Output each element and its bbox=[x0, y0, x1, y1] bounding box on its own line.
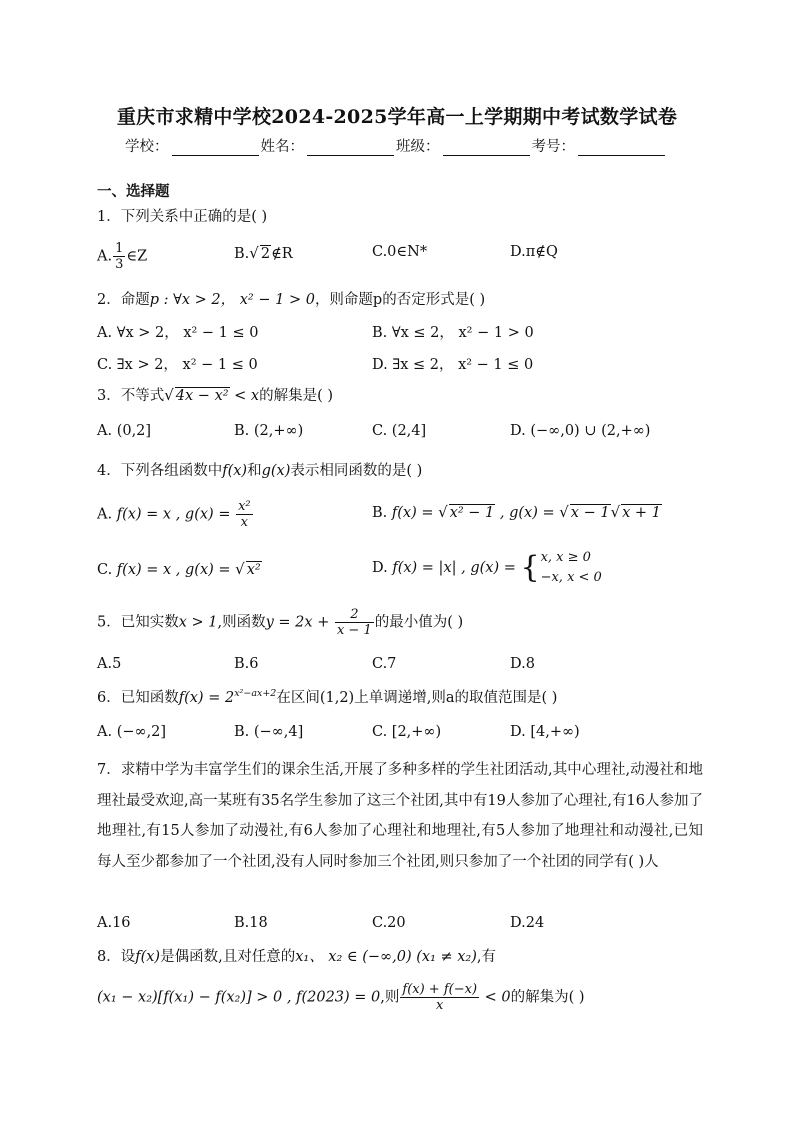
q3-option-d: D. (−∞,0) ∪ (2,+∞) bbox=[510, 423, 651, 439]
q4-b-math1: f(x) = bbox=[387, 505, 439, 521]
q4-option-d: D. f(x) = |x| , g(x) = { x, x ≥ 0 −x, x < 0 bbox=[372, 548, 602, 588]
q5-cond: x > 1 bbox=[178, 614, 218, 631]
q8-stem-mid: 是偶函数,且对任意的 bbox=[160, 949, 296, 965]
q7-option-d: D.24 bbox=[510, 915, 545, 931]
q4-stem-pre: 4．下列各组函数中 bbox=[97, 463, 223, 479]
class-label: 班级： bbox=[396, 139, 440, 155]
number-label: 考号： bbox=[531, 139, 575, 155]
q8-lt: < 0 bbox=[480, 989, 511, 1006]
q7-option-a: A.16 bbox=[97, 915, 131, 931]
q4-c-math: f(x) = x , g(x) = bbox=[112, 562, 236, 578]
school-blank bbox=[172, 140, 259, 156]
question-8-stem bbox=[97, 945, 496, 966]
q2-option-c: C. ∃x > 2， x² − 1 ≤ 0 bbox=[97, 357, 258, 373]
question-7-text: 7．求精中学为丰富学生们的课余生活,开展了多种多样的学生社团活动,其中心理社,动漫社和地理社最受欢迎,高一某班有35名学生参加了这三个社团,其中有19人参加了心理社,有16人参加了地理社,有15人参加了动漫社,有6人参加了心理社和地理社,有5人参加了地理社和动漫社,已知每人至少都参加了一个社团,没有人同时参加三个社团,则只参加了一个社团的同学有( )人 bbox=[97, 762, 703, 870]
q2-stem-pre: 2．命题 bbox=[97, 292, 150, 308]
q4-option-b: B. f(x) = √ x² − 1 , g(x) = √ x − 1√ x + 1 bbox=[372, 503, 661, 521]
question-8-line2 bbox=[97, 982, 585, 1013]
q1-b-label: B. bbox=[234, 246, 250, 262]
question-1-stem: 1．下列关系中正确的是( ) bbox=[97, 209, 268, 225]
q2-option-d: D. ∃x ≤ 2， x² − 1 ≤ 0 bbox=[372, 357, 534, 373]
q4-b-label: B. bbox=[372, 505, 388, 521]
q5-expr: y = 2x + bbox=[265, 614, 334, 631]
q4-g: g(x) bbox=[261, 463, 291, 479]
section-heading: 一、选择题 bbox=[97, 183, 170, 200]
q6-interval: (1,2) bbox=[319, 690, 355, 706]
q4-a-label: A. bbox=[97, 506, 113, 523]
q4-b-math2: , g(x) = bbox=[495, 505, 560, 521]
q4-a-math: f(x) = x , g(x) = bbox=[112, 506, 236, 523]
question-5-stem bbox=[97, 607, 463, 638]
question-6-stem bbox=[97, 686, 557, 707]
q8-f: f(x) bbox=[135, 949, 161, 965]
question-4-stem bbox=[97, 459, 422, 480]
q7-option-c: C.20 bbox=[372, 915, 406, 931]
student-info-row bbox=[125, 135, 667, 156]
number-blank bbox=[578, 140, 665, 156]
q2-stem-post: ，则命题p的否定形式是( ) bbox=[314, 292, 486, 308]
q6-exponent: x²−ax+2 bbox=[234, 688, 277, 700]
q5-option-d: D.8 bbox=[510, 656, 535, 672]
question-3-stem: 3．不等式√ 4x − x² < x的解集是( ) bbox=[97, 386, 334, 404]
q6-option-b: B. (−∞,4] bbox=[234, 724, 304, 740]
q1-option-c: C.0∈N* bbox=[372, 244, 428, 260]
q6-option-d: D. [4,+∞) bbox=[510, 724, 580, 740]
q1-option-a bbox=[97, 241, 147, 272]
q1-b-tail: ∉R bbox=[271, 246, 293, 262]
q4-option-c: C. f(x) = x , g(x) = √ x² bbox=[97, 560, 261, 578]
q3-option-c: C. (2,4] bbox=[372, 423, 427, 439]
q6-stem-pre: 6．已知函数 bbox=[97, 690, 179, 706]
q6-stem-post: 上单调递增,则a的取值范围是( ) bbox=[354, 690, 558, 706]
q1-a-fraction: $\frac{1}{3}$ bbox=[115, 241, 124, 272]
q3-stem-pre: 3．不等式 bbox=[97, 388, 165, 404]
q5-stem-post: 的最小值为( ) bbox=[374, 614, 464, 631]
q4-d-math: f(x) = |x| , g(x) = bbox=[387, 560, 521, 576]
q4-c-label: C. bbox=[97, 562, 113, 578]
q3-radicand: 4x − x² bbox=[175, 388, 229, 404]
q6-func: f(x) = 2 bbox=[178, 690, 235, 706]
class-blank bbox=[443, 140, 530, 156]
q8-stem-post: ,有 bbox=[476, 949, 497, 965]
q4-b-radicand2: x − 1 bbox=[570, 505, 610, 521]
q5-stem-pre: 5．已知实数 bbox=[97, 614, 179, 631]
q5-option-a: A.5 bbox=[97, 656, 122, 672]
q4-option-a bbox=[97, 499, 254, 530]
name-blank bbox=[307, 140, 394, 156]
exam-title: 重庆市求精中学校2024-2025学年高一上学期期中考试数学试卷 bbox=[116, 106, 678, 128]
q4-b-radicand1: x² − 1 bbox=[449, 505, 495, 521]
q6-stem-mid: 在区间 bbox=[276, 690, 320, 706]
q4-a-fraction: $\frac{\text{x²}}{x}$ bbox=[238, 499, 251, 530]
q4-d-label: D. bbox=[372, 560, 388, 576]
q4-d-cases: x, x ≥ 0 −x, x < 0 bbox=[540, 550, 602, 585]
q4-b-radicand3: x + 1 bbox=[622, 505, 661, 521]
q1-a-label: A. bbox=[97, 248, 113, 265]
q3-option-b: B. (2,+∞) bbox=[234, 423, 304, 439]
q5-stem-mid: ,则函数 bbox=[217, 614, 266, 631]
q3-stem-mid: < x bbox=[229, 388, 260, 404]
q8-stem-pre: 8．设 bbox=[97, 949, 136, 965]
q5-option-b: B.6 bbox=[234, 656, 259, 672]
q8-line2-mid: ,则 bbox=[380, 989, 400, 1006]
q8-fraction: $\frac{f(x) + f(-x)}{x}$ bbox=[402, 982, 478, 1013]
q6-option-a: A. (−∞,2] bbox=[97, 724, 167, 740]
school-label: 学校： bbox=[125, 139, 169, 155]
q1-option-b: B.√ 2∉R bbox=[234, 244, 293, 262]
q1-option-d: D.π∉Q bbox=[510, 244, 558, 260]
q8-line2-post: 的解集为( ) bbox=[510, 989, 585, 1006]
q4-c-radicand: x² bbox=[246, 562, 261, 578]
q4-f: f(x) bbox=[222, 463, 248, 479]
q3-option-a: A. (0,2] bbox=[97, 423, 152, 439]
q2-option-b: B. ∀x ≤ 2， x² − 1 > 0 bbox=[372, 325, 534, 341]
q2-option-a: A. ∀x > 2， x² − 1 ≤ 0 bbox=[97, 325, 259, 341]
q7-option-b: B.18 bbox=[234, 915, 268, 931]
q8-vars: x₁、 x₂ ∈ (−∞,0) (x₁ ≠ x₂) bbox=[295, 949, 477, 965]
q5-fraction: $\frac{2}{x - 1}$ bbox=[336, 607, 372, 638]
q4-and: 和 bbox=[247, 463, 262, 479]
q5-option-c: C.7 bbox=[372, 656, 397, 672]
q8-line2-math: (x₁ − x₂)[f(x₁) − f(x₂)] > 0 , f(2023) = 0 bbox=[97, 989, 381, 1006]
q4-stem-post: 表示相同函数的是( ) bbox=[290, 463, 423, 479]
q3-stem-post: 的解集是( ) bbox=[259, 388, 334, 404]
q2-stem-math: p : ∀x > 2， x² − 1 > 0 bbox=[149, 292, 315, 308]
name-label: 姓名： bbox=[260, 139, 304, 155]
q6-option-c: C. [2,+∞) bbox=[372, 724, 442, 740]
question-2-stem bbox=[97, 288, 485, 309]
q1-a-tail: ∈Z bbox=[126, 248, 148, 265]
